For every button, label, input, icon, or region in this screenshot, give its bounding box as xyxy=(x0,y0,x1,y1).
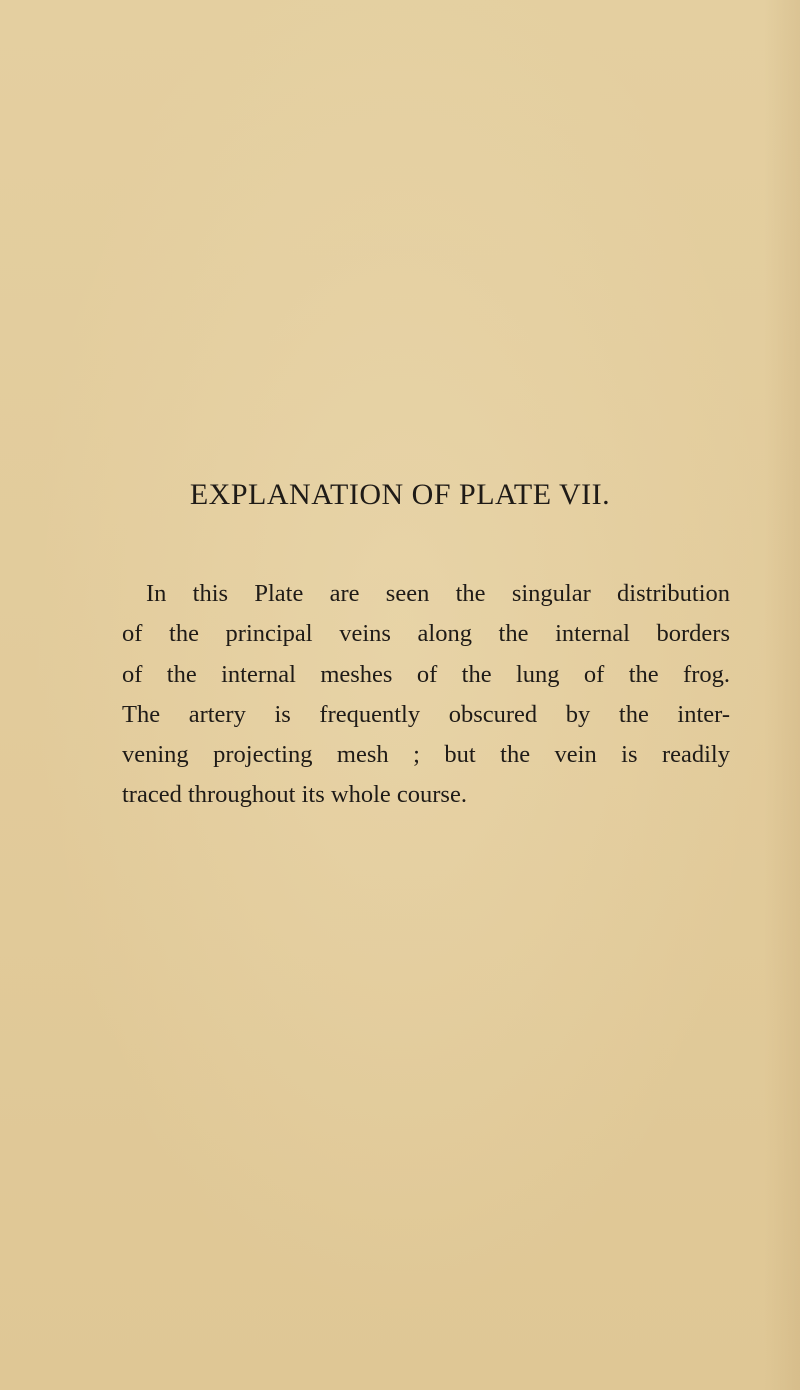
page-edge-shadow xyxy=(764,0,800,1390)
paragraph-line: In this Plate are seen the singular distribution xyxy=(146,580,730,607)
plate-heading: EXPLANATION OF PLATE VII. xyxy=(189,478,611,511)
explanation-paragraph xyxy=(122,574,730,816)
paragraph-line: The artery is frequently obscured by the inter- xyxy=(122,700,730,728)
paragraph-line: of the internal meshes of the lung of the frog. xyxy=(122,660,730,688)
paragraph-line: vening projecting mesh ; but the vein is readily xyxy=(122,741,730,769)
paragraph-line: traced throughout its whole course. xyxy=(122,781,467,809)
paragraph-line: of the principal veins along the internal borders xyxy=(122,620,730,648)
